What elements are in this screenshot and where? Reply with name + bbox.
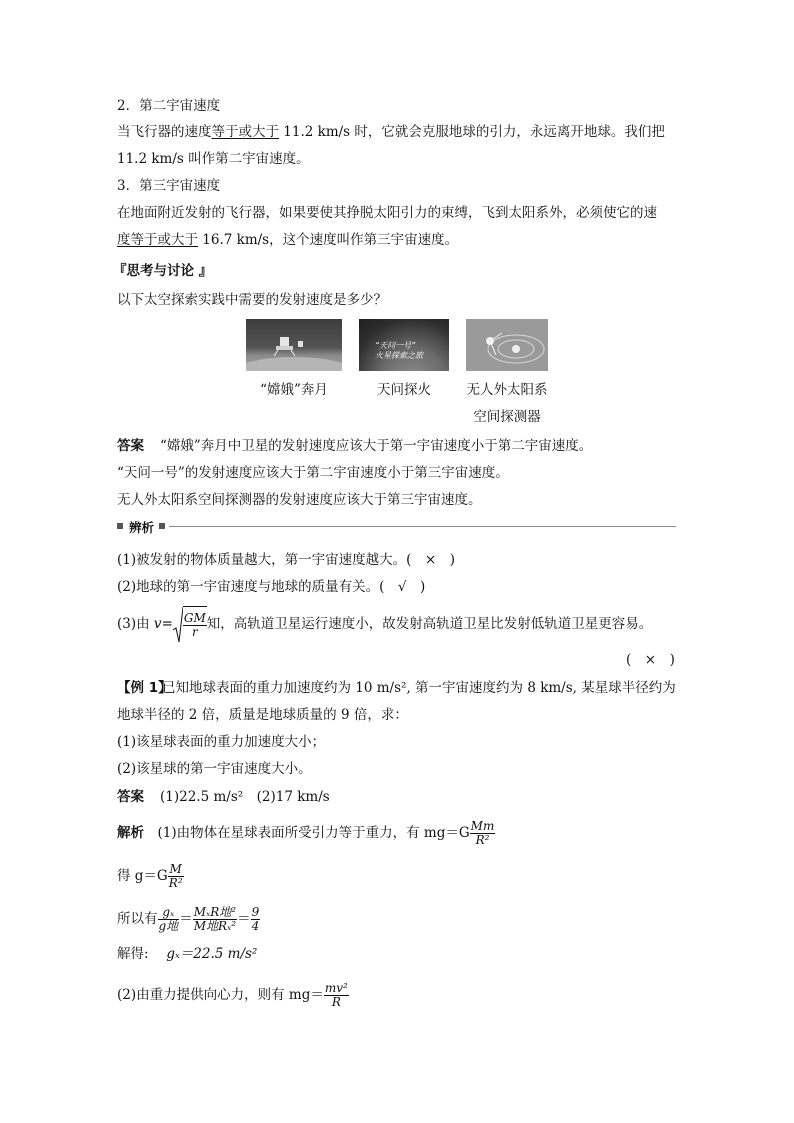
solution-line3: 所以有 $\frac{\text{gₓ}}{\text{g地}}$ ＝ $\frac{\text{MₓR地²}}{\text{M地Rₓ²}}$ ＝ $\frac{9}{4}$ — [117, 905, 260, 933]
bianxi-q3: (3)由 v= $\frac{GM}{r}$ 知，高轨道卫星运行速度小，故发射高轨道卫星比发射低轨道卫星更容易。 — [117, 606, 652, 643]
square-bullet-icon — [159, 523, 165, 529]
section-3-heading: 3．第三宇宙速度 — [117, 178, 221, 194]
example-line1: 已知地球表面的重力加速度约为 10 m/s², 第一宇宙速度约为 8 km/s, 某星球半径约为 — [162, 680, 676, 696]
example-answer: (1)22.5 m/s² (2)17 km/s — [160, 789, 330, 805]
image-caption-tianwen: 天问探火 — [377, 382, 431, 398]
bianxi-divider — [117, 520, 676, 534]
solution-line5: (2)由重力提供向心力，则有 mg＝ $\frac{\text{mv²}}{R}$ — [117, 981, 348, 1009]
discuss-title: 『思考与讨论 』 — [113, 263, 213, 279]
tianwen-overlay-text: “天问一号” 火星探索之旅 — [375, 341, 423, 360]
example-line4: (2)该星球的第一宇宙速度大小。 — [117, 761, 312, 777]
lander-icon — [246, 319, 342, 371]
rule-line — [169, 526, 676, 527]
probe-orbit-icon — [466, 319, 548, 371]
example-line2: 地球半径的 2 倍，质量是地球质量的 9 倍，求： — [117, 707, 408, 723]
solution-line1: 解析 (1)由物体在星球表面所受引力等于重力，有 mg＝G $\frac{Mm}{\text{R²}}$ — [117, 819, 495, 847]
discuss-answer-2: “天问一号”的发射速度应该大于第二宇宙速度小于第三宇宙速度。 — [117, 465, 509, 481]
bianxi-q1: (1)被发射的物体质量越大，第一宇宙速度越大。( × ) — [117, 552, 455, 568]
solution-line2: 得 g＝G $\frac{M}{\text{R²}}$ — [117, 862, 183, 890]
section-2-para-line1: 当飞行器的速度等于或大于 11.2 km/s 时，它就会克服地球的引力，永远离开地球。我们把 — [117, 124, 665, 140]
bianxi-q3-mark: ( × ) — [626, 652, 675, 668]
underlined-term: 度等于或大于 — [117, 232, 198, 248]
section-3-para-line1: 在地面附近发射的飞行器，如果要使其挣脱太阳引力的束缚，飞到太阳系外，必须使它的速 — [117, 205, 657, 221]
underlined-term: 等于或大于 — [211, 124, 279, 140]
solution-line4: 解得: gₓ＝22.5 m/s² — [117, 946, 258, 962]
example-line3: (1)该星球表面的重力加速度大小； — [117, 734, 326, 750]
section-2-heading: 2．第二宇宙速度 — [117, 98, 221, 114]
section-3-para-line2: 度等于或大于 16.7 km/s，这个速度叫作第三宇宙速度。 — [117, 232, 459, 248]
sqrt-expression: $\frac{GM}{r}$ — [173, 606, 207, 643]
voyager-probe-image — [466, 319, 548, 371]
bianxi-title: 辨析 — [129, 520, 155, 535]
image-caption-probe-line1: 无人外太阳系 — [466, 382, 548, 398]
bianxi-q2: (2)地球的第一宇宙速度与地球的质量有关。( √ ) — [117, 579, 426, 595]
section-2-para-line2: 11.2 km/s 叫作第二宇宙速度。 — [117, 151, 310, 167]
discuss-answer-3: 无人外太阳系空间探测器的发射速度应该大于第三宇宙速度。 — [117, 492, 482, 508]
discuss-answer-label: 答案 — [117, 438, 144, 454]
square-bullet-icon — [117, 523, 123, 529]
example-answer-label: 答案 — [117, 789, 144, 805]
discuss-answer-1: “嫦娥”奔月中卫星的发射速度应该大于第一宇宙速度小于第二宇宙速度。 — [160, 438, 593, 454]
image-caption-change: “嫦娥”奔月 — [260, 382, 328, 398]
tianwen-mars-image — [359, 319, 449, 371]
example-label: 【例 1】 — [117, 680, 172, 696]
image-caption-probe-line2: 空间探测器 — [473, 409, 541, 425]
change-moon-image — [246, 319, 342, 371]
discuss-question: 以下太空探索实践中需要的发射速度是多少？ — [117, 292, 387, 308]
